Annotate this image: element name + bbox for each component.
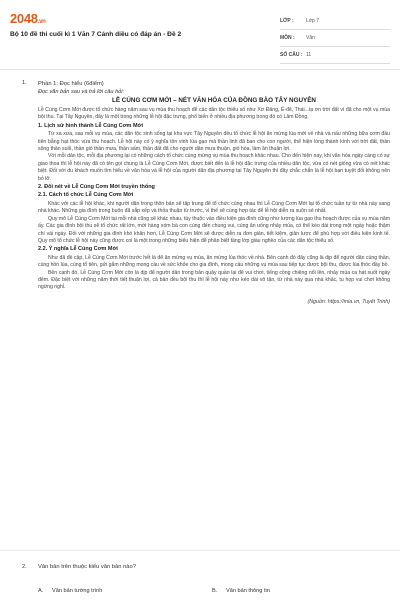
article-title: LỄ CÚNG CƠM MỚI – NÉT VĂN HÓA CỦA ĐỒNG BÀO TÂY NGUYÊN xyxy=(112,97,316,104)
meta-row-class xyxy=(280,13,390,30)
question-2-text: Văn bản trên thuộc kiểu văn bản nào? xyxy=(38,564,136,570)
article-source: (Nguồn: https://mia.vn, Tuyết Trinh) xyxy=(307,298,390,305)
section-1-title: 1. Lịch sử hình thành Lễ Cúng Cơm Mới xyxy=(38,122,143,129)
question-2-number: 2. xyxy=(22,564,27,570)
section-2-2-paragraph-1: Như đã đề cập, Lễ Cúng Cơm Mới trước hết là để ăn mừng vụ mùa, ăn mừng lúa thóc về nhà. Bên cạnh đó đây cũng là dịp để người dân cúng thần, cúng hồn lúa, cúng tổ tiên, gửi gắm những mong cầu về sức khỏe cho gia đình, mong cầu những vụ mùa sau tiếp tục được bội thu, được lúa thóc đầy bồ. xyxy=(38,254,390,269)
option-b-key: B. xyxy=(212,588,218,594)
option-a-label: Văn bản tường trình xyxy=(52,588,103,594)
question-1-body xyxy=(38,80,390,311)
question-divider xyxy=(0,550,400,551)
section-2-2-paragraph-2: Bên cạnh đó, Lễ Cúng Cơm Mới còn là dịp để người dân trong bản quây quần lại để vui chơi, tiếng cồng chiêng nổi lên, nhảy múa ca hát suốt ngày đêm. Đặc biệt với những năm thời tiết thuận lợi, cả bản đều bội thu thì lễ hội này như kéo dài vô tận, từ nhà này qua nhà khác, tụ họp vui chơi không ngừng nghỉ. xyxy=(38,269,390,291)
header-divider xyxy=(0,69,400,70)
section-1-paragraph-1: Từ xa xưa, sau mỗi vụ mùa, các dân tộc sinh sống tại khu vực Tây Nguyên đều tổ chức lễ hội ăn mừng lúa mới vẻ nhà và nấu những bữa cơm đầu tiên bằng hạt thóc vừa thu hoạch. Lễ hội này có ý nghĩa tôn vinh lúa gạo mà thần linh đã ban cho con người, thể hiện lòng thành kính với trời đất, thần sông thần suối, thần gió thần mưa, thần sấm, thần đất đã cho người dân mưa thuận, gió hòa, làm ăn thuận lợi. xyxy=(38,131,390,153)
answer-option-a[interactable] xyxy=(38,588,102,594)
section-2-1-paragraph-1: Khác với các lễ hội khác, khi người dân trong thôn bản sẽ tập trung để tổ chức cúng nhau thì Lễ Cúng Cơm Mới lại tổ chức tuần tự từ nhà này sang nhà khác. Những gia đình trong buôn đã sắp xếp và thỏa thuận từ trước, vì thế sẽ cùng hợp tác để lễ hội diễn ra suôn sẻ nhất. xyxy=(38,200,390,215)
section-2-1-paragraph-2: Quy mô Lễ Cúng Cơm Mới tại mỗi nhà cũng sẽ khác nhau, tùy thuộc vào điều kiện gia đình cũng như lượng lúa gạo thu hoạch được của vụ mùa năm ấy. Các gia đình bội thu sẽ tổ chức rất lớn, mời hàng xóm bà con cùng đến chung vui, cùng ăn uống nhảy múa, có thể kéo dài trong một ngày hoặc thậm chí vài ngày. Đối với những gia đình khó khăn hơn, Lễ Cúng Cơm Mới sẽ được diễn ra đơn giản, tiết kiệm, giản lược để phù hợp với điều kiện kinh tế. Quy mô tổ chức lễ hội này cũng được coi là một trong những biểu hiện để phân biệt tầng lớp giàu nghèo của các dân tộc thiểu số. xyxy=(38,215,390,244)
meta-row-subject xyxy=(280,30,390,47)
part-title: Phần 1: Đọc hiểu (6điểm) xyxy=(38,81,104,87)
option-b-label: Văn bản thông tin xyxy=(226,588,270,594)
section-2-title: 2. Đôi nét về Lễ Cúng Cơm Mới truyền thống xyxy=(38,184,155,191)
site-logo[interactable] xyxy=(10,11,46,26)
subject-value: Văn xyxy=(306,35,315,41)
section-2-2-title: 2.2. Ý nghĩa Lễ Cúng Cơm Mới xyxy=(38,246,118,253)
logo-suffix-text: .vn xyxy=(37,19,46,25)
section-2-1-title: 2.1. Cách tổ chức Lễ Cúng Cơm Mới xyxy=(38,192,134,199)
article-intro: Lễ Cúng Cơm Mới được tổ chức hàng năm sau vụ mùa thu hoạch để các dân tộc thiểu số như Xơ Đăng, Ê-đê, Thái...tạ ơn trời đất vì đã cho một vụ mùa bội thu. Tại Tây Nguyên, đây là một trong những lễ hội đặc trưng, phổ biến ở nhiều địa phương trong đó có Lâm Đồng. xyxy=(38,107,390,121)
answer-option-b[interactable] xyxy=(212,588,270,594)
header xyxy=(0,0,400,70)
document-title: Bộ 10 đề thi cuối kì 1 Văn 7 Cánh diều có đáp án - Đề 2 xyxy=(10,31,182,38)
option-a-key: A. xyxy=(38,588,44,594)
instruction: Đọc văn bản sau và trả lời câu hỏi: xyxy=(38,89,125,95)
meta-row-count xyxy=(280,47,390,64)
class-value: Lớp 7 xyxy=(306,18,320,24)
question-1-number: 1. xyxy=(22,80,27,86)
class-label: LỚP : xyxy=(280,18,294,24)
subject-label: MÔN : xyxy=(280,35,295,41)
meta-info-box xyxy=(280,13,390,64)
question-count-label: SỐ CÂU : xyxy=(280,52,303,58)
section-1-paragraph-2: Với mỗi dân tộc, mỗi địa phương lại có những cách tổ chức cúng mừng vụ mùa thu hoạch khác nhau. Cho đến hiện nay, khi văn hóa ngày càng có sự giao thoa thì lễ hội này đã có tên gọi chung là Lễ Cúng Cơm Mới, được biết đến là lễ hội đặc trưng của nhiều dân tộc, vừa có nét giống vừa có nét khác biệt. Đối với du khách muốn tìm hiểu về văn hóa và lễ hội của người dân địa phương tại Tây Nguyên thì đây chắc chắn là lễ hội bạn tuyệt đối không nên bỏ lỡ. xyxy=(38,153,390,182)
logo-main-text: 2048 xyxy=(10,11,38,26)
question-count-value: 11 xyxy=(306,52,312,58)
